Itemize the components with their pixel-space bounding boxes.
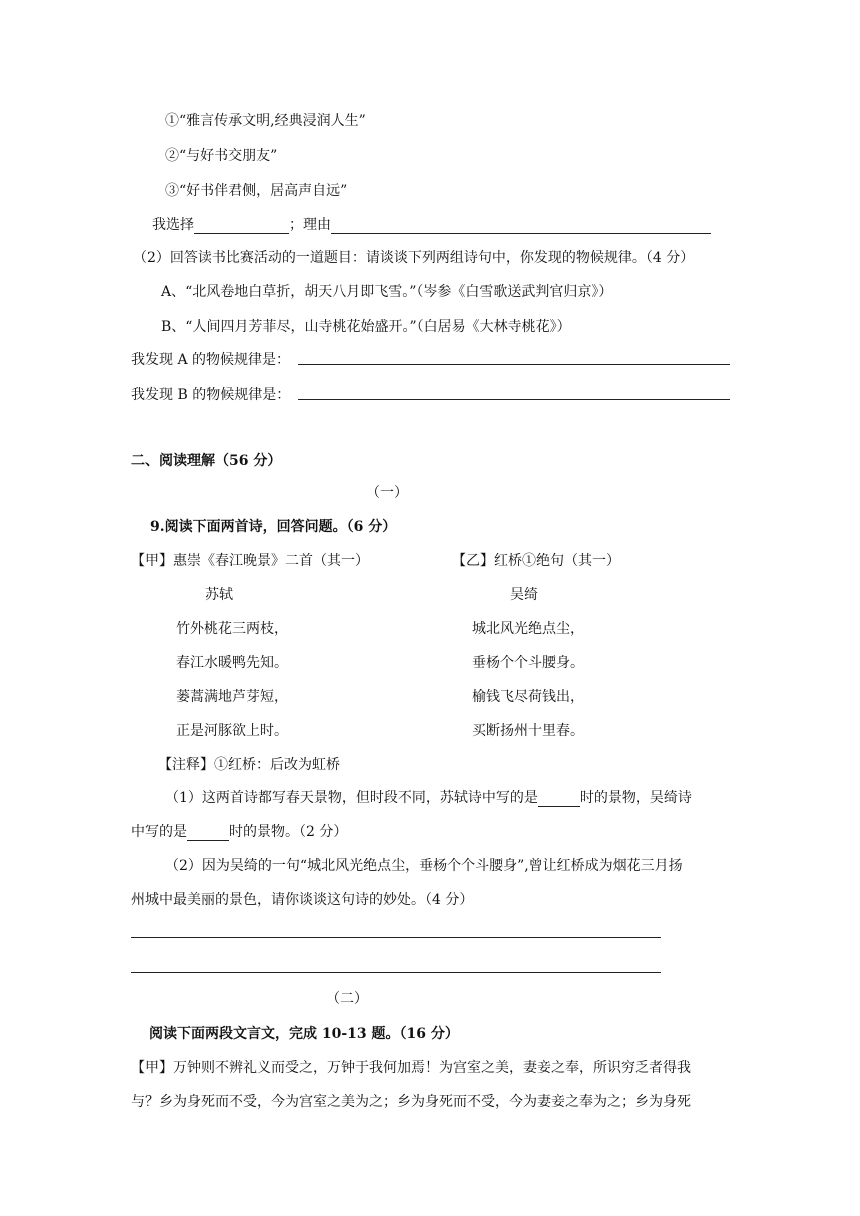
poem-jia-line: 正是河豚欲上时。 [176, 723, 288, 739]
season-blank-2[interactable] [187, 826, 229, 841]
question-9-1-text: 时的景物，吴绮诗 [579, 790, 692, 806]
poem-jia-line: 蒌蒿满地芦芽短， [176, 689, 288, 705]
section-heading: 二、阅读理解（56 分） [131, 453, 282, 469]
question-9-1-text: 中写的是 [131, 824, 187, 840]
choose-label: 我选择 [152, 217, 194, 233]
question-9-1-text: 时的景物。（2 分） [229, 824, 348, 840]
option-3: ③“好书伴君侧，居高声自远” [165, 183, 348, 199]
poem-yi-line: 买断扬州十里春。 [472, 723, 584, 739]
question-10-prompt: 阅读下面两段文言文，完成 10-13 题。（16 分） [149, 1026, 459, 1042]
answer-line[interactable] [131, 972, 661, 973]
question-9-2-line2: 州城中最美丽的景色，请你谈谈这句诗的妙处。（4 分） [131, 892, 474, 908]
answer-b-line[interactable] [298, 399, 730, 400]
question-9-1-text: （1）这两首诗都写春天景物，但时段不同，苏轼诗中写的是 [165, 790, 538, 806]
choose-blank[interactable] [194, 219, 289, 234]
question-9-1-line2 [131, 823, 347, 841]
poem-yi-line: 垂杨个个斗腰身。 [472, 655, 584, 671]
question-9-prompt: 9.阅读下面两首诗，回答问题。（6 分） [150, 519, 397, 535]
question-9-1-line1 [165, 789, 692, 807]
reason-label: ；理由 [289, 217, 331, 233]
poem-yi-title: 【乙】红桥①绝句（其一） [452, 553, 620, 569]
question-2: （2）回答读书比赛活动的一道题目：请谈谈下列两组诗句中，你发现的物候规律。（4 分） [133, 250, 695, 266]
passage-jia-line: 与？乡为身死而不受，今为宫室之美为之；乡为身死而不受，今为妻妾之奉为之；乡为身死 [131, 1094, 691, 1110]
poem-yi-author: 吴绮 [510, 587, 538, 603]
option-2: ②“与好书交朋友” [165, 148, 278, 164]
answer-a-label: 我发现 A 的物候规律是： [131, 352, 291, 368]
answer-b-label: 我发现 B 的物候规律是： [131, 387, 291, 403]
part-1-label: （一） [366, 485, 408, 501]
poem-yi-line: 城北风光绝点尘， [472, 621, 584, 637]
poem-b: B、“人间四月芳菲尽，山寺桃花始盛开。”（白居易《大林寺桃花》） [161, 319, 571, 335]
poem-a: A、“北风卷地白草折，胡天八月即飞雪。”（岑参《白雪歌送武判官归京》） [161, 284, 613, 300]
answer-line[interactable] [131, 937, 661, 938]
poem-note: 【注释】①红桥：后改为虹桥 [158, 757, 340, 773]
reason-blank[interactable] [331, 219, 711, 234]
choose-row [152, 216, 711, 234]
season-blank-1[interactable] [538, 792, 580, 807]
poem-jia-author: 苏轼 [205, 587, 233, 603]
question-9-2-line1: （2）因为吴绮的一句“城北风光绝点尘，垂杨个个斗腰身”,曾让红桥成为烟花三月扬 [165, 858, 683, 874]
answer-a-line[interactable] [298, 364, 730, 365]
poem-jia-line: 竹外桃花三两枝， [176, 621, 288, 637]
option-1: ①“雅言传承文明,经典浸润人生” [165, 113, 366, 129]
poem-jia-title: 【甲】惠崇《春江晚景》二首（其一） [131, 553, 369, 569]
part-2-label: （二） [326, 991, 368, 1007]
passage-jia-line: 【甲】万钟则不辨礼义而受之，万钟于我何加焉！为宫室之美，妻妾之奉，所识穷乏者得我 [131, 1060, 691, 1076]
poem-yi-line: 榆钱飞尽荷钱出， [472, 689, 584, 705]
poem-jia-line: 春江水暖鸭先知。 [176, 655, 288, 671]
